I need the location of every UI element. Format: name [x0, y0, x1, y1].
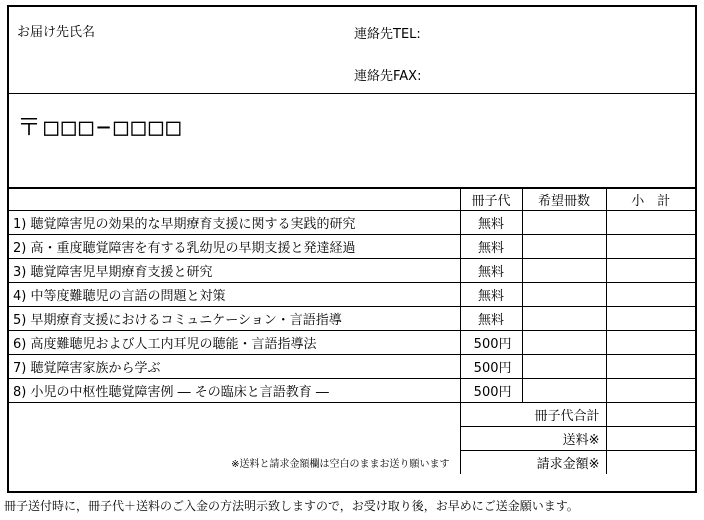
subtotal-cell[interactable]: [606, 331, 695, 355]
subtotal-cell[interactable]: [606, 379, 695, 403]
qty-cell[interactable]: [522, 283, 606, 307]
qty-cell[interactable]: [522, 235, 606, 259]
book-title: 3) 聴覚障害児早期療育支援と研究: [9, 259, 460, 283]
book-title: 2) 高・重度聴覚障害を有する乳幼児の早期支援と発達経過: [9, 235, 460, 259]
book-price: 500円: [460, 331, 522, 355]
qty-cell[interactable]: [522, 259, 606, 283]
table-row: [9, 379, 695, 403]
book-price: 500円: [460, 355, 522, 379]
qty-cell[interactable]: [522, 379, 606, 403]
col-subtotal-header: 小 計: [606, 188, 695, 211]
book-price: 無料: [460, 211, 522, 235]
col-qty-header: 希望冊数: [522, 188, 606, 211]
order-table: [9, 187, 695, 474]
book-title: 1) 聴覚障害児の効果的な早期療育支援に関する実践的研究: [9, 211, 460, 235]
book-title: 4) 中等度難聴児の言語の問題と対策: [9, 283, 460, 307]
book-title: 8) 小児の中枢性聴覚障害例 ― その臨床と言語教育 ―: [9, 379, 460, 403]
table-row: [9, 259, 695, 283]
book-title: 7) 聴覚障害家族から学ぶ: [9, 355, 460, 379]
qty-cell[interactable]: [522, 307, 606, 331]
total-cell[interactable]: [606, 451, 695, 475]
col-title-header: [9, 188, 460, 211]
table-row: [9, 211, 695, 235]
table-row: [9, 355, 695, 379]
fax-label: 連絡先FAX:: [354, 69, 422, 84]
table-row: [9, 307, 695, 331]
subtotal-cell[interactable]: [606, 307, 695, 331]
qty-cell[interactable]: [522, 211, 606, 235]
total-label: 請求金額※: [460, 451, 606, 475]
qty-cell[interactable]: [522, 355, 606, 379]
contact-section: [9, 7, 695, 94]
subtotal-total-cell[interactable]: [606, 403, 695, 427]
order-form: [7, 5, 697, 493]
shipping-label: 送料※: [460, 427, 606, 451]
blank-note: ※送料と請求金額欄は空白のままお送り願います: [9, 403, 460, 475]
subtotal-cell[interactable]: [606, 355, 695, 379]
book-price: 無料: [460, 235, 522, 259]
subtotal-label: 冊子代合計: [460, 403, 606, 427]
table-row: [9, 235, 695, 259]
book-price: 無料: [460, 307, 522, 331]
table-header-row: [9, 188, 695, 211]
qty-cell[interactable]: [522, 331, 606, 355]
address-section: [9, 93, 695, 189]
payment-note: 冊子送付時に，冊子代＋送料のご入金の方法明示致しますので，お受け取り後，お早めにご送金願います。: [4, 499, 579, 513]
book-price: 500円: [460, 379, 522, 403]
subtotal-cell[interactable]: [606, 211, 695, 235]
book-title: 6) 高度難聴児および人工内耳児の聴能・言語指導法: [9, 331, 460, 355]
table-row: [9, 331, 695, 355]
subtotal-cell[interactable]: [606, 283, 695, 307]
col-price-header: 冊子代: [460, 188, 522, 211]
postal-code: 〒□□□−□□□□: [17, 113, 184, 141]
book-title: 5) 早期療育支援におけるコミュニケーション・言語指導: [9, 307, 460, 331]
subtotal-cell[interactable]: [606, 259, 695, 283]
table-row: [9, 283, 695, 307]
book-price: 無料: [460, 259, 522, 283]
shipping-cell[interactable]: [606, 427, 695, 451]
recipient-name-label: お届け先氏名: [17, 25, 96, 40]
summary-row-subtotal: [9, 403, 695, 427]
book-price: 無料: [460, 283, 522, 307]
tel-label: 連絡先TEL:: [354, 27, 421, 42]
subtotal-cell[interactable]: [606, 235, 695, 259]
